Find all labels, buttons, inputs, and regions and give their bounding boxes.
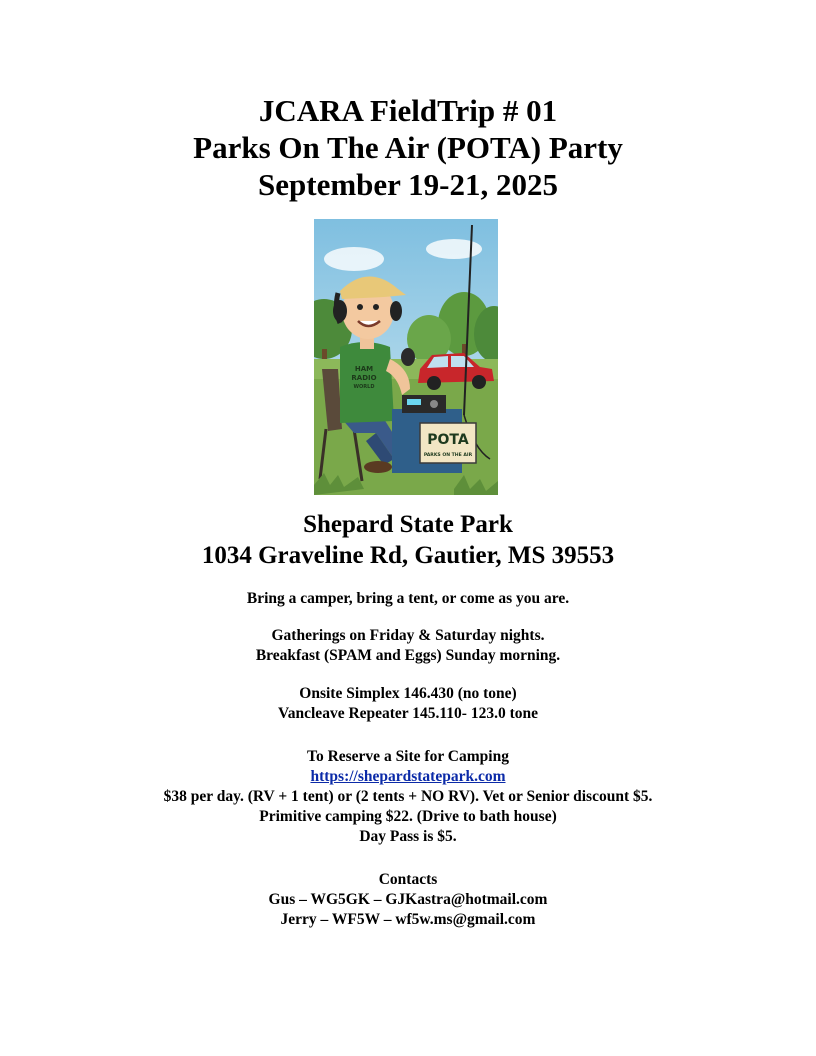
pota-sign: [420, 423, 476, 463]
pota-sign-title: POTA: [427, 432, 469, 448]
schedule-block: [0, 626, 816, 666]
event-date: September 19-21, 2025: [258, 167, 558, 202]
invite-text: Bring a camper, bring a tent, or come as you are.: [246, 590, 570, 607]
pota-operator-illustration: [314, 219, 498, 495]
day-pass: Day Pass is $5.: [359, 828, 457, 845]
contact-jerry: Jerry – WF5W – wf5w.ms@gmail.com: [280, 911, 536, 928]
reservation-link[interactable]: https://shepardstatepark.com: [310, 768, 506, 785]
shirt-line-1: HAM: [354, 365, 374, 373]
event-subtitle: Parks On The Air (POTA) Party: [193, 130, 623, 165]
event-title: JCARA FieldTrip # 01: [258, 93, 558, 128]
radio-frequencies: [0, 684, 816, 724]
camping-rates: $38 per day. (RV + 1 tent) or (2 tents + NO RV). Vet or Senior discount $5.: [163, 788, 653, 805]
contacts-heading: Contacts: [378, 871, 438, 888]
flyer-header: [0, 92, 816, 203]
camping-heading: To Reserve a Site for Camping: [307, 748, 509, 765]
shirt-line-2: RADIO: [351, 374, 377, 382]
camping-block: [0, 747, 816, 847]
shirt-line-3: WORLD: [353, 384, 375, 390]
park-address: 1034 Graveline Rd, Gautier, MS 39553: [201, 542, 615, 569]
contact-gus: Gus – WG5GK – GJKastra@hotmail.com: [268, 891, 548, 908]
primitive-camping: Primitive camping $22. (Drive to bath house): [259, 808, 557, 825]
microphone-icon: [401, 348, 415, 366]
simplex-frequency: Onsite Simplex 146.430 (no tone): [299, 685, 517, 702]
location-block: [0, 509, 816, 571]
gatherings-text: Gatherings on Friday & Saturday nights.: [271, 627, 545, 644]
breakfast-text: Breakfast (SPAM and Eggs) Sunday morning.: [255, 647, 561, 664]
contacts-block: [0, 870, 816, 930]
repeater-frequency: Vancleave Repeater 145.110- 123.0 tone: [277, 705, 539, 722]
pota-sign-subtitle: PARKS ON THE AIR: [423, 453, 473, 458]
park-name: Shepard State Park: [303, 511, 513, 538]
